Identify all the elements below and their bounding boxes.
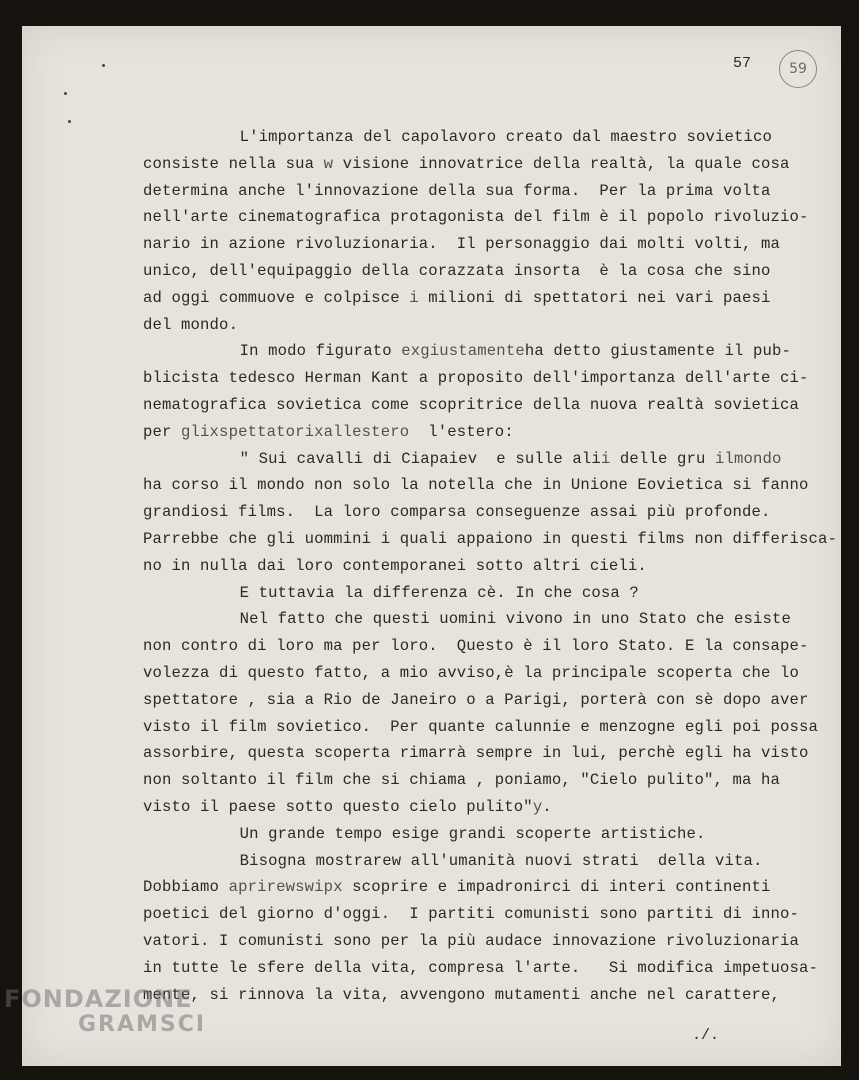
line-text: E tuttavia la differenza cè. In che cosa ? — [239, 583, 639, 602]
line-text: L'importanza del capolavoro creato dal maestro sovietico — [239, 128, 773, 146]
typewritten-body — [143, 124, 843, 1008]
struck-out-text: glixspettatorixallestero — [181, 422, 410, 441]
text-line — [143, 204, 843, 231]
text-line — [143, 312, 843, 339]
line-text: visione innovatrice della realtà, la quale cosa — [333, 154, 790, 173]
text-line — [143, 472, 843, 499]
text-line — [143, 553, 843, 580]
text-line — [143, 660, 843, 687]
line-text: unico, dell'equipaggio della corazzata insorta è la cosa che sino — [143, 261, 771, 280]
line-text: del mondo. — [143, 315, 239, 334]
line-text: Un grande tempo esige grandi scoperte artistiche. — [239, 824, 706, 843]
line-text: vatori. I comunisti sono per la più audace innovazione rivoluzionaria — [143, 931, 800, 950]
line-text: poetici del giorno d'oggi. I partiti comunisti sono partiti di inno- — [143, 905, 800, 924]
paper-speck — [64, 92, 67, 95]
paper-speck — [68, 120, 71, 123]
line-text: visto il film sovietico. Per quante calunnie e menzogne egli poi possa — [143, 717, 819, 736]
text-line — [143, 606, 843, 633]
line-text: no in nulla dai loro contemporanei sotto altri cieli. — [143, 556, 647, 575]
text-line — [143, 124, 843, 151]
line-text: non soltanto il film che si chiama , poniamo, "Cielo pulito", ma ha — [143, 771, 781, 790]
text-line — [143, 633, 843, 660]
line-text: . — [542, 797, 552, 816]
archive-number-stamp: 59 — [779, 50, 817, 88]
line-text: Bisogna mostrarew all'umanità nuovi strati della vita. — [239, 851, 763, 870]
line-text: volezza di questo fatto, a mio avviso,è la principale scoperta che lo — [143, 663, 800, 682]
text-line — [143, 338, 843, 365]
text-line — [143, 151, 843, 178]
line-text: spettatore , sia a Rio de Janeiro o a Parigi, porterà con sè dopo aver — [143, 690, 809, 709]
text-line — [143, 580, 843, 607]
fondazione-gramsci-watermark — [4, 986, 206, 1038]
page-number: 57 — [733, 55, 752, 72]
text-line — [143, 231, 843, 258]
text-line — [143, 499, 843, 526]
line-text: " Sui cavalli di Ciapaiev e sulle ali — [239, 449, 601, 468]
text-line — [143, 740, 843, 767]
line-text: ad oggi commuove e colpisce — [143, 288, 410, 307]
struck-out-text: y — [532, 797, 543, 816]
text-line — [143, 821, 843, 848]
line-text: consiste nella sua — [143, 154, 324, 173]
text-line — [143, 419, 843, 446]
struck-out-text: i — [600, 449, 611, 468]
text-line — [143, 285, 843, 312]
line-text: In modo figurato — [239, 342, 402, 361]
struck-out-text: aprirewswipx — [228, 878, 343, 897]
line-text: ha detto giustamente il pub- — [524, 342, 792, 361]
line-text: grandiosi films. La loro comparsa conseguenze assai più profonde. — [143, 503, 771, 522]
line-text: per — [143, 422, 182, 441]
line-text: nell'arte cinematografica protagonista del film è il popolo rivoluzio- — [143, 208, 809, 227]
line-text: milioni di spettatori nei vari paesi — [418, 288, 771, 307]
line-text: Dobbiamo — [143, 878, 229, 897]
line-text: l'estero: — [409, 422, 514, 441]
line-text: nario in azione rivoluzionaria. Il personaggio dai molti volti, ma — [143, 235, 781, 254]
text-line — [143, 794, 843, 821]
struck-out-text: w — [323, 154, 334, 173]
text-line — [143, 767, 843, 794]
text-line — [143, 955, 843, 982]
text-line — [143, 901, 843, 928]
text-line — [143, 848, 843, 875]
line-text: non contro di loro ma per loro. Questo è il loro Stato. E la consape- — [143, 637, 809, 656]
text-line — [143, 687, 843, 714]
struck-out-text: exgiustamente — [401, 342, 525, 361]
line-text: blicista tedesco Herman Kant a proposito dell'importanza dell'arte ci- — [143, 369, 809, 388]
text-line — [143, 178, 843, 205]
line-text: assorbire, questa scoperta rimarrà sempre in lui, perchè egli ha visto — [143, 744, 809, 763]
text-line — [143, 714, 843, 741]
text-line — [143, 526, 843, 553]
text-line — [143, 874, 843, 901]
line-text: mente, si rinnova la vita, avvengono mutamenti anche nel carattere, — [143, 985, 781, 1004]
text-line — [143, 928, 843, 955]
continuation-mark: ./. — [692, 1027, 720, 1044]
line-text: delle gru — [610, 449, 715, 468]
paper-speck — [102, 64, 105, 67]
text-line — [143, 365, 843, 392]
line-text: determina anche l'innovazione della sua forma. Per la prima volta — [143, 181, 771, 200]
line-text: in tutte le sfere della vita, compresa l'arte. Si modifica impetuosa- — [143, 958, 819, 977]
text-line — [143, 258, 843, 285]
line-text: ha corso il mondo non solo la notella che in Unione Eovietica si fanno — [143, 476, 809, 495]
text-line — [143, 982, 843, 1009]
struck-out-text: i — [409, 288, 419, 307]
line-text: visto il paese sotto questo cielo pulito" — [143, 797, 533, 816]
watermark-line-1: FONDAZIONE — [4, 985, 193, 1013]
line-text: nematografica sovietica come scopritrice della nuova realtà sovietica — [143, 395, 800, 414]
line-text: scoprire e impadronirci di interi continenti — [342, 878, 771, 897]
text-line — [143, 446, 843, 473]
struck-out-text: ilmondo — [715, 449, 782, 468]
line-text: Nel fatto che questi uomini vivono in uno Stato che esiste — [239, 610, 792, 629]
watermark-line-2: GRAMSCI — [78, 1012, 207, 1037]
text-line — [143, 392, 843, 419]
line-text: Parrebbe che gli uommini i quali appaiono in questi films non differisca- — [143, 529, 838, 548]
